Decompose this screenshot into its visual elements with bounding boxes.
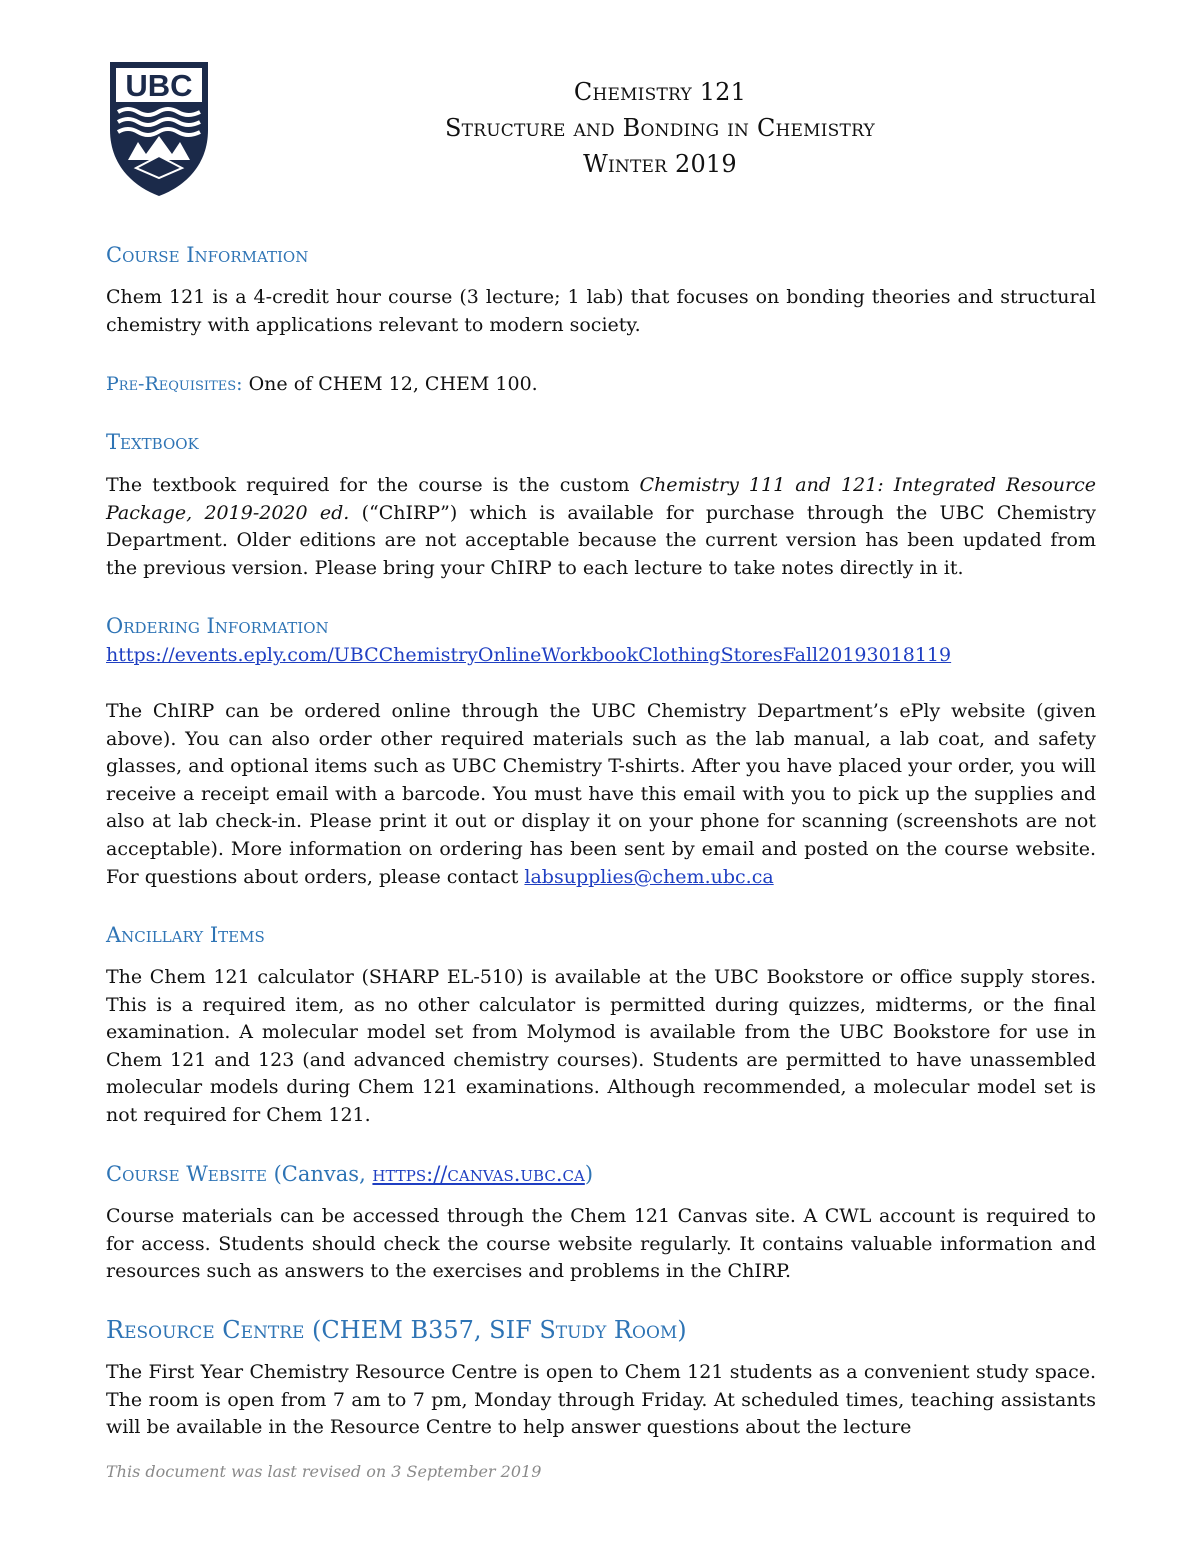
ancillary-heading: Ancillary Items	[106, 923, 265, 947]
title-term: Winter 2019	[583, 150, 737, 178]
textbook-intro: The textbook required for the course is the custom	[106, 474, 640, 496]
textbook-title: Chemistry 111 and 121: Integrated Resource Package, 2019-2020 ed.	[106, 474, 1096, 524]
title-subject: Structure and Bonding in Chemistry	[445, 114, 875, 142]
prereq-line	[106, 371, 1096, 399]
ordering-url-line	[106, 642, 1096, 670]
website-heading-text: Course Website	[106, 1162, 267, 1186]
ordering-text	[106, 698, 1096, 891]
title-course: Chemistry 121	[573, 78, 747, 106]
document-title	[380, 74, 940, 182]
canvas-link[interactable]: https://canvas.ubc.ca	[372, 1162, 585, 1186]
ordering-heading: Ordering Information	[106, 614, 329, 638]
resource-text: The First Year Chemistry Resource Centre is open to Chem 121 students as a convenient study space. The room is open from 7 am to 7 pm, Monday through Friday. At scheduled times, teaching assistants will be available in the Resource Centre to help answer questions about the lecture	[106, 1361, 1096, 1439]
logo-text: UBC	[125, 68, 193, 103]
website-paren-close: )	[584, 1162, 594, 1186]
ubc-logo	[108, 60, 210, 198]
website-heading	[106, 1160, 593, 1188]
resource-heading: Resource Centre (CHEM B357, SIF Study Room)	[106, 1316, 687, 1344]
textbook-text	[106, 472, 1096, 582]
prereq-text: One of CHEM 12, CHEM 100.	[248, 373, 538, 395]
prereq-label: Pre-Requisites:	[106, 373, 243, 395]
website-paren-open: (Canvas,	[266, 1162, 373, 1186]
textbook-rest: (“ChIRP”) which is available for purchase through the UBC Chemistry Department. Older editions are not acceptable because the current version has been updated from the previous version. Please bring your ChIRP to each lecture to take notes directly in it.	[106, 501, 1097, 579]
website-text: Course materials can be accessed through the Chem 121 Canvas site. A CWL account is required to for access. Students should check the course website regularly. It contains valuable information and resources such as answers to the exercises and problems in the ChIRP.	[106, 1205, 1096, 1283]
email-link[interactable]: labsupplies@chem.ubc.ca	[524, 865, 774, 888]
ordering-link[interactable]: https://events.eply.com/UBCChemistryOnlineWorkbookClothingStoresFall20193018119	[106, 644, 952, 666]
ancillary-text: The Chem 121 calculator (SHARP EL-510) is available at the UBC Bookstore or office supply stores. This is a required item, as no other calculator is permitted during quizzes, midterms, or the final examination. A molecular model set from Molymod is available from the UBC Bookstore for use in Chem 121 and 123 (and advanced chemistry courses). Students are permitted to have unassembled molecular models during Chem 121 examinations. Although recommended, a molecular model set is not required for Chem 121.	[106, 966, 1096, 1126]
ordering-body: The ChIRP can be ordered online through the UBC Chemistry Department’s ePly website (given above). You can also order other required materials such as the lab manual, a lab coat, and safety glasses, and optional items such as UBC Chemistry T-shirts. After you have placed your order, you will receive a receipt email with a barcode. You must have this email with you to pick up the supplies and also at lab check-in. Please print it out or display it on your phone for scanning (screenshots are not acceptable). More information on ordering has been sent by email and posted on the course website. For questions about orders, please contact	[106, 700, 1096, 888]
course-info-text: Chem 121 is a 4-credit hour course (3 lecture; 1 lab) that focuses on bonding theories and structural chemistry with applications relevant to modern society.	[106, 286, 1096, 336]
textbook-heading: Textbook	[106, 430, 199, 454]
revision-footer: This document was last revised on 3 September 2019	[106, 1462, 542, 1481]
course-info-heading: Course Information	[106, 243, 309, 267]
